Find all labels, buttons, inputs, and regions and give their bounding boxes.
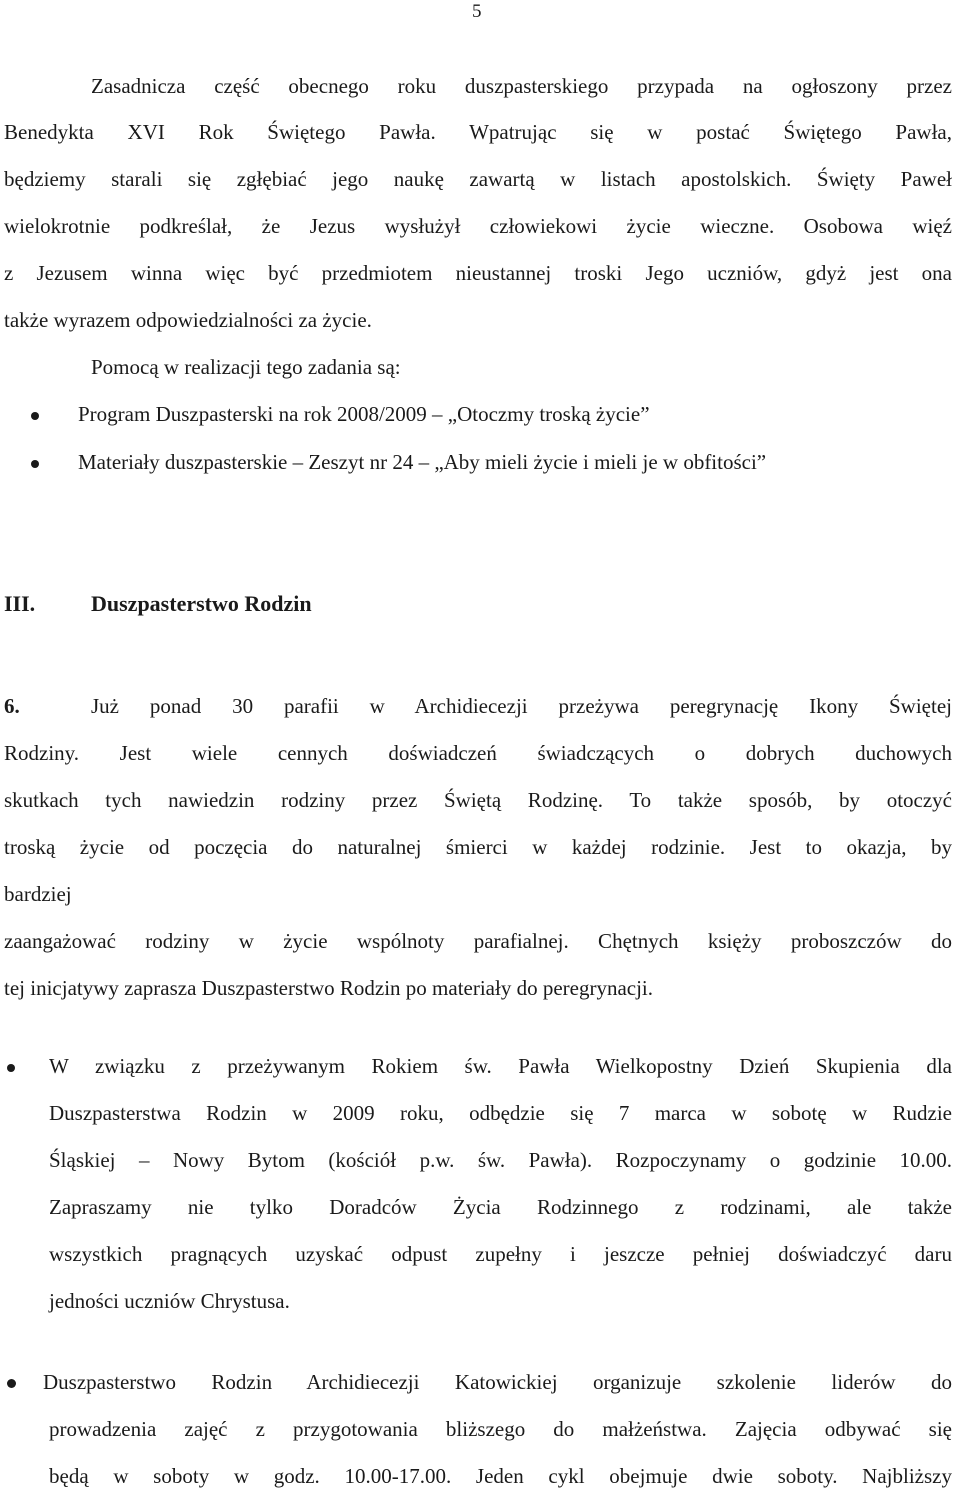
text-line: Zasadnicza część obecnego roku duszpasterskiego przypada na ogłoszony przez [91, 74, 952, 98]
help-intro-line: Pomocą w realizacji tego zadania są: [91, 355, 401, 379]
text-line: Benedykta XVI Rok Świętego Pawła. Wpatrując się w postać Świętego Pawła, [4, 120, 952, 144]
text-line: będą w soboty w godz. 10.00-17.00. Jeden cykl obejmuje dwie soboty. Najbliższy [49, 1464, 952, 1488]
text-line: troską życie od poczęcia do naturalnej śmierci w każdej rodzinie. Jest to okazja, by [4, 835, 952, 859]
text-line: prowadzenia zajęć z przygotowania bliższego do małżeństwa. Zajęcia odbywać się [49, 1417, 952, 1441]
text-line: skutkach tych nawiedzin rodziny przez Świętą Rodzinę. To także sposób, by otoczyć [4, 788, 952, 812]
text-line: bardziej [4, 882, 72, 906]
text-line: także wyrazem odpowiedzialności za życie. [4, 308, 372, 332]
text-line: W związku z przeżywanym Rokiem św. Pawła Wielkopostny Dzień Skupienia dla [49, 1054, 952, 1078]
bullet-icon [7, 1064, 15, 1072]
list-item: Program Duszpasterski na rok 2008/2009 – „Otoczmy troską życie” [78, 402, 650, 426]
text-line: wszystkich pragnących uzyskać odpust zupełny i jeszcze pełniej doświadczyć daru [49, 1242, 952, 1266]
text-line: jedności uczniów Chrystusa. [49, 1289, 290, 1313]
list-item: Materiały duszpasterskie – Zeszyt nr 24 – „Aby mieli życie i mieli je w obfitości” [78, 450, 767, 474]
page-number: 5 [472, 1, 482, 22]
bullet-icon [31, 460, 39, 468]
bullet-icon [31, 412, 39, 420]
text-line: Rodziny. Jest wiele cennych doświadczeń świadczących o dobrych duchowych [4, 741, 952, 765]
text-line: z Jezusem winna więc być przedmiotem nieustannej troski Jego uczniów, gdyż jest ona [4, 261, 952, 285]
text-line: będziemy starali się zgłębiać jego naukę zawartą w listach apostolskich. Święty Paweł [4, 167, 952, 191]
text-line: Już ponad 30 parafii w Archidiecezji przeżywa peregrynację Ikony Świętej [91, 694, 952, 718]
text-line: wielokrotnie podkreślał, że Jezus wysłużył człowiekowi życie wieczne. Osobowa więź [4, 214, 952, 238]
text-line: zaangażować rodziny w życie wspólnoty parafialnej. Chętnych księży proboszczów do [4, 929, 952, 953]
section-number: III. [4, 591, 36, 616]
text-line: tej inicjatywy zaprasza Duszpasterstwo Rodzin po materiały do peregrynacji. [4, 976, 654, 1000]
text-line: Zapraszamy nie tylko Doradców Życia Rodzinnego z rodzinami, ale także [49, 1195, 952, 1219]
text-line: Duszpasterstwo Rodzin Archidiecezji Katowickiej organizuje szkolenie liderów do [43, 1370, 952, 1394]
text-line: Śląskiej – Nowy Bytom (kościół p.w. św. Pawła). Rozpoczynamy o godzinie 10.00. [49, 1148, 952, 1172]
bullet-icon [7, 1379, 16, 1388]
text-line: Duszpasterstwa Rodzin w 2009 roku, odbędzie się 7 marca w sobotę w Rudzie [49, 1101, 952, 1125]
section-title: Duszpasterstwo Rodzin [91, 591, 312, 616]
paragraph-label: 6. [4, 694, 20, 718]
